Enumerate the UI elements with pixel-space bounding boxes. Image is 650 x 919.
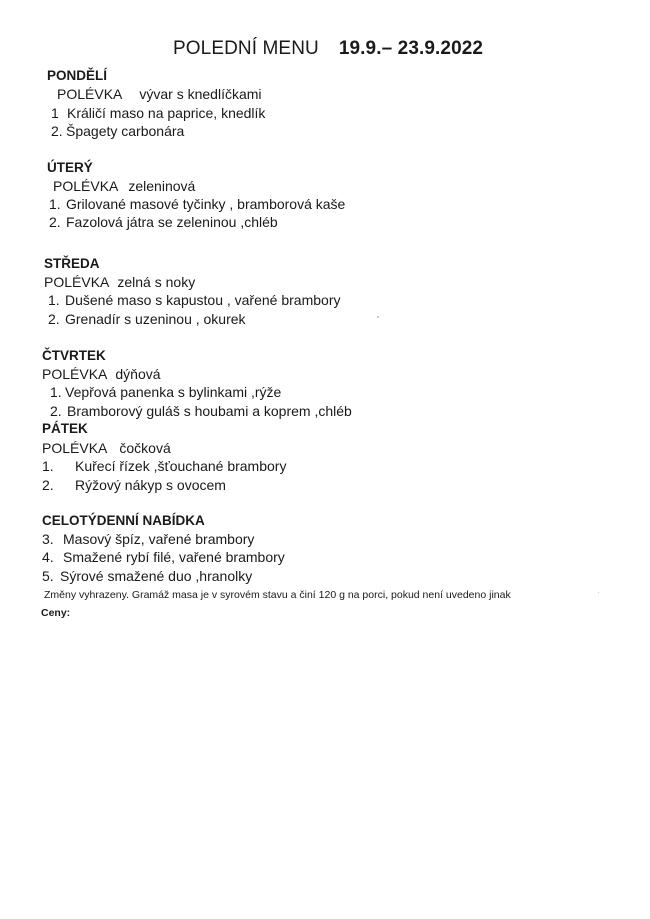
menu-item-wednesday-1 xyxy=(48,291,340,309)
menu-item-monday-1 xyxy=(51,104,265,122)
soup-label: POLÉVKA xyxy=(42,366,108,382)
day-heading-monday: PONDĚLÍ xyxy=(47,68,108,83)
menu-item-tuesday-1 xyxy=(49,195,345,213)
title-label: POLEDNÍ MENU xyxy=(173,38,319,59)
item-text: Fazolová játra se zeleninou ,chléb xyxy=(66,214,278,230)
prices-label: Ceny: xyxy=(41,607,71,619)
item-number: 4. xyxy=(42,549,54,565)
item-text: Špagety carbonára xyxy=(66,123,185,139)
item-text: Králičí maso na paprice, knedlík xyxy=(67,105,266,121)
soup-line-thursday xyxy=(42,365,161,383)
item-number: 1 xyxy=(51,105,59,121)
item-number: 1. xyxy=(50,384,62,400)
item-text: Smažené rybí filé, vařené brambory xyxy=(63,549,285,565)
menu-item-friday-2 xyxy=(42,476,226,494)
page-title xyxy=(173,38,483,60)
soup-line-wednesday xyxy=(44,273,195,291)
soup-label: POLÉVKA xyxy=(53,178,119,194)
item-text: Bramborový guláš s houbami a koprem ,chléb xyxy=(67,403,352,419)
day-heading-thursday: ČTVRTEK xyxy=(42,348,106,363)
item-number: 2. xyxy=(42,477,54,493)
day-heading-wednesday: STŘEDA xyxy=(44,256,100,271)
soup-line-friday xyxy=(42,439,171,457)
item-number: 2. xyxy=(51,123,63,139)
menu-item-wednesday-2 xyxy=(48,310,246,328)
weekly-item-3 xyxy=(42,530,254,548)
soup-label: POLÉVKA xyxy=(42,440,108,456)
item-number: 3. xyxy=(42,531,54,547)
item-number: 2. xyxy=(50,403,62,419)
item-text: Sýrové smažené duo ,hranolky xyxy=(60,568,253,584)
menu-item-friday-1 xyxy=(42,457,286,475)
day-heading-friday: PÁTEK xyxy=(42,421,88,436)
item-number: 1. xyxy=(48,292,60,308)
soup-name: dýňová xyxy=(115,366,161,382)
title-dates: 19.9.– 23.9.2022 xyxy=(338,38,484,59)
weekly-item-5 xyxy=(42,567,252,585)
item-number: 1. xyxy=(49,196,61,212)
soup-name: zelná s noky xyxy=(117,274,196,290)
menu-item-tuesday-2 xyxy=(49,213,278,231)
item-text: Dušené maso s kapustou , vařené brambory xyxy=(65,292,341,308)
item-text: Vepřová panenka s bylinkami ,rýže xyxy=(65,384,282,400)
day-heading-tuesday: ÚTERÝ xyxy=(47,160,93,175)
scan-speck xyxy=(598,592,599,593)
weekly-item-4 xyxy=(42,548,285,566)
soup-name: vývar s knedlíčkami xyxy=(139,86,262,102)
menu-item-thursday-1 xyxy=(50,383,281,401)
scan-speck xyxy=(377,316,379,318)
item-number: 1. xyxy=(42,458,54,474)
item-text: Grenadír s uzeninou , okurek xyxy=(65,311,246,327)
item-text: Rýžový nákyp s ovocem xyxy=(75,477,226,493)
item-text: Grilované masové tyčinky , bramborová kaše xyxy=(66,196,346,212)
weekly-offer-heading: CELOTÝDENNÍ NABÍDKA xyxy=(42,513,205,528)
soup-label: POLÉVKA xyxy=(57,86,123,102)
menu-item-monday-2 xyxy=(51,122,184,140)
item-number: 2. xyxy=(48,311,60,327)
soup-line-monday xyxy=(57,85,262,103)
menu-item-thursday-2 xyxy=(50,402,352,420)
soup-name: čočková xyxy=(119,440,171,456)
soup-name: zeleninová xyxy=(128,178,196,194)
soup-line-tuesday xyxy=(53,177,195,195)
item-number: 2. xyxy=(49,214,61,230)
item-text: Kuřecí řízek ,šťouchané brambory xyxy=(75,458,287,474)
soup-label: POLÉVKA xyxy=(44,274,110,290)
item-text: Masový špíz, vařené brambory xyxy=(63,531,255,547)
item-number: 5. xyxy=(42,568,54,584)
disclaimer-note: Změny vyhrazeny. Gramáž masa je v syrovém stavu a činí 120 g na porci, pokud není uvedeno jinak xyxy=(44,589,511,601)
